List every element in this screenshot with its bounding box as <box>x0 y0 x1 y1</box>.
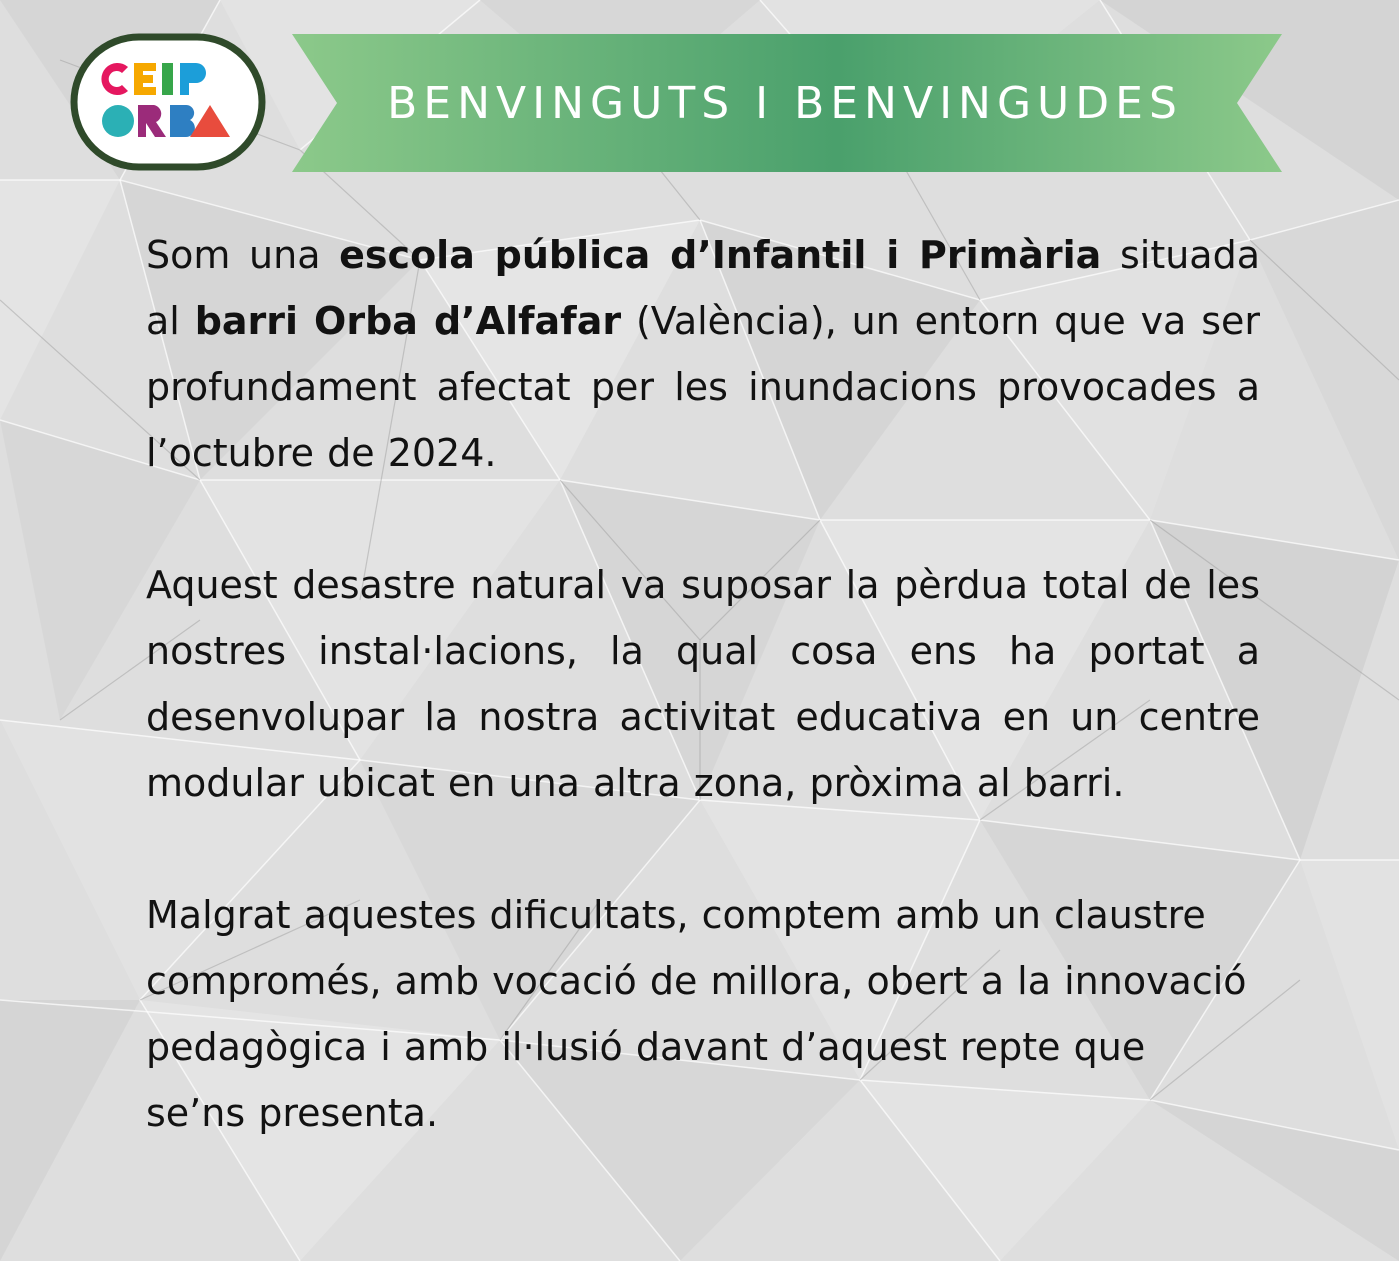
bold-school-type: escola pública d’Infantil i Primària <box>339 233 1102 277</box>
paragraph-disaster: Aquest desastre natural va suposar la pèrdua total de les nostres instal·lacions, la qual cosa ens ha portat a desenvolupar la nostra activitat educativa en un centre modular ubicat en una altra zona, pròxima al barri. <box>146 563 1260 805</box>
intro-text <box>146 222 1260 1146</box>
paragraph-school-intro <box>146 222 1260 486</box>
text-run: (València), un entorn que va ser profundament afectat per les inundacions provocades a l’octubre de 2024. <box>146 299 1260 475</box>
bold-neighbourhood: barri Orba d’Alfafar <box>194 299 622 343</box>
paragraph-commitment: Malgrat aquestes dificultats, comptem amb un claustre compromés, amb vocació de millora, obert a la innovació pedagògica i amb il·lusió davant d’aquest repte que se’ns presenta. <box>146 893 1247 1135</box>
text-run: Som una <box>146 233 340 277</box>
ceip-orba-logo <box>70 33 266 171</box>
welcome-title: BENVINGUTS I BENVINGUDES <box>387 77 1183 129</box>
text-run: situada al <box>146 233 1260 343</box>
